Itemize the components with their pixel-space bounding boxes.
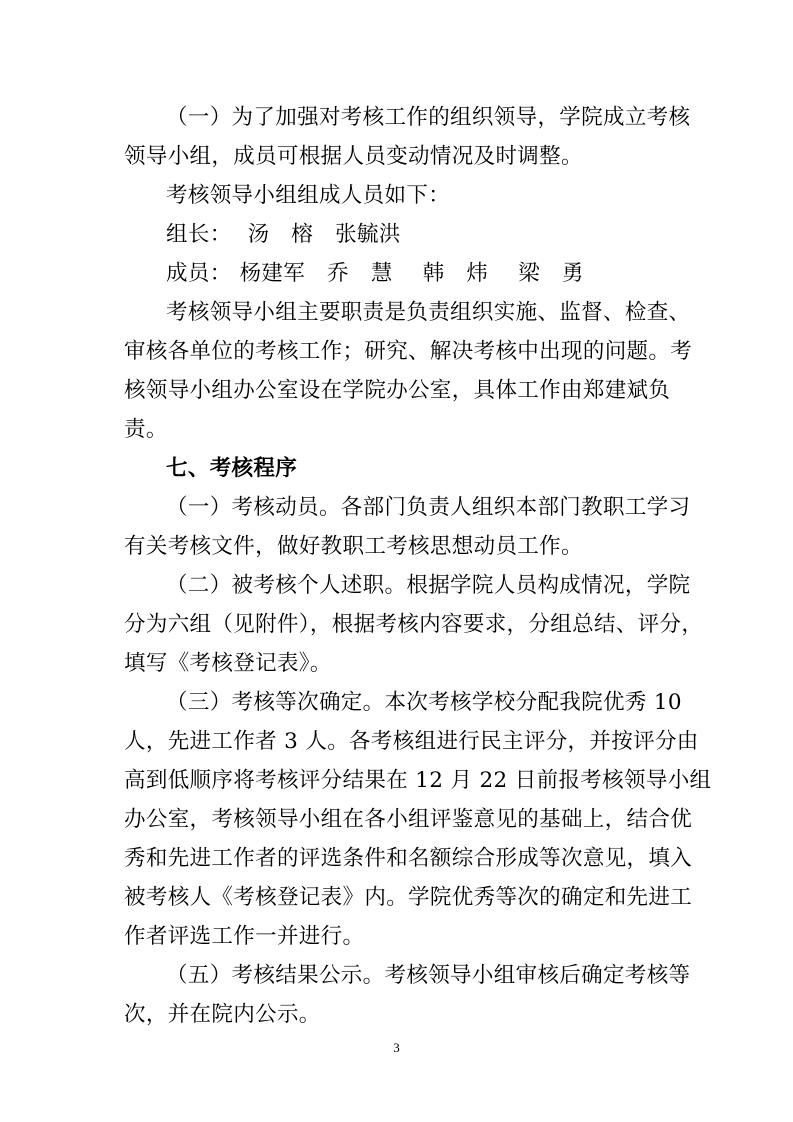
paragraph-line: 次，并在院内公示。	[124, 1002, 321, 1027]
section-heading: 七、考核程序	[166, 456, 298, 481]
paragraph-line: 人，先进工作者 3 人。各考核组进行民主评分，并按评分由	[124, 729, 699, 754]
paragraph-line: 核领导小组办公室设在学院办公室，具体工作由郑建斌负	[124, 378, 671, 403]
paragraph-line: （一）为了加强对考核工作的组织领导，学院成立考核	[166, 105, 691, 130]
leader-name: 汤 榕	[247, 222, 314, 247]
paragraph-line: （二）被考核个人述职。根据学院人员构成情况，学院	[166, 573, 691, 598]
members-label: 成员：	[166, 261, 232, 286]
leaders-label: 组长：	[166, 222, 232, 247]
paragraph-line: 高到低顺序将考核评分结果在 12 月 22 日前报考核领导小组	[124, 768, 712, 793]
paragraph-line: 填写《考核登记表》。	[124, 651, 332, 676]
page-number: 3	[393, 1040, 400, 1055]
paragraph-line: （五）考核结果公示。考核领导小组审核后确定考核等	[166, 963, 691, 988]
paragraph-line: 有关考核文件，做好教职工考核思想动员工作。	[124, 534, 583, 559]
paragraph-line: 被考核人《考核登记表》内。学院优秀等次的确定和先进工	[124, 885, 693, 910]
paragraph-line: 秀和先进工作者的评选条件和名额综合形成等次意见，填入	[124, 846, 693, 871]
paragraph-line: 分为六组（见附件），根据考核内容要求，分组总结、评分，	[124, 612, 704, 637]
paragraph-line: （一）考核动员。各部门负责人组织本部门教职工学习	[166, 495, 691, 520]
member-name: 乔 慧	[327, 261, 393, 286]
members-intro: 考核领导小组组成人员如下：	[166, 183, 451, 208]
member-name: 韩 炜	[422, 261, 489, 286]
member-name: 梁 勇	[518, 261, 584, 286]
members-row	[166, 256, 584, 292]
member-name: 杨建军	[239, 261, 306, 286]
paragraph-line: 作者评选工作一并进行。	[124, 924, 365, 949]
paragraph-line: 办公室，考核领导小组在各小组评鉴意见的基础上，结合优	[124, 807, 693, 832]
paragraph-line: （三）考核等次确定。本次考核学校分配我院优秀 10	[166, 690, 682, 715]
paragraph-line: 责。	[124, 417, 168, 442]
leaders-row	[166, 217, 401, 253]
paragraph-line: 领导小组，成员可根据人员变动情况及时调整。	[124, 144, 583, 169]
paragraph-line: 审核各单位的考核工作；研究、解决考核中出现的问题。考	[124, 339, 693, 364]
leader-name: 张毓洪	[335, 222, 401, 247]
paragraph-line: 考核领导小组主要职责是负责组织实施、监督、检查、	[166, 300, 691, 325]
